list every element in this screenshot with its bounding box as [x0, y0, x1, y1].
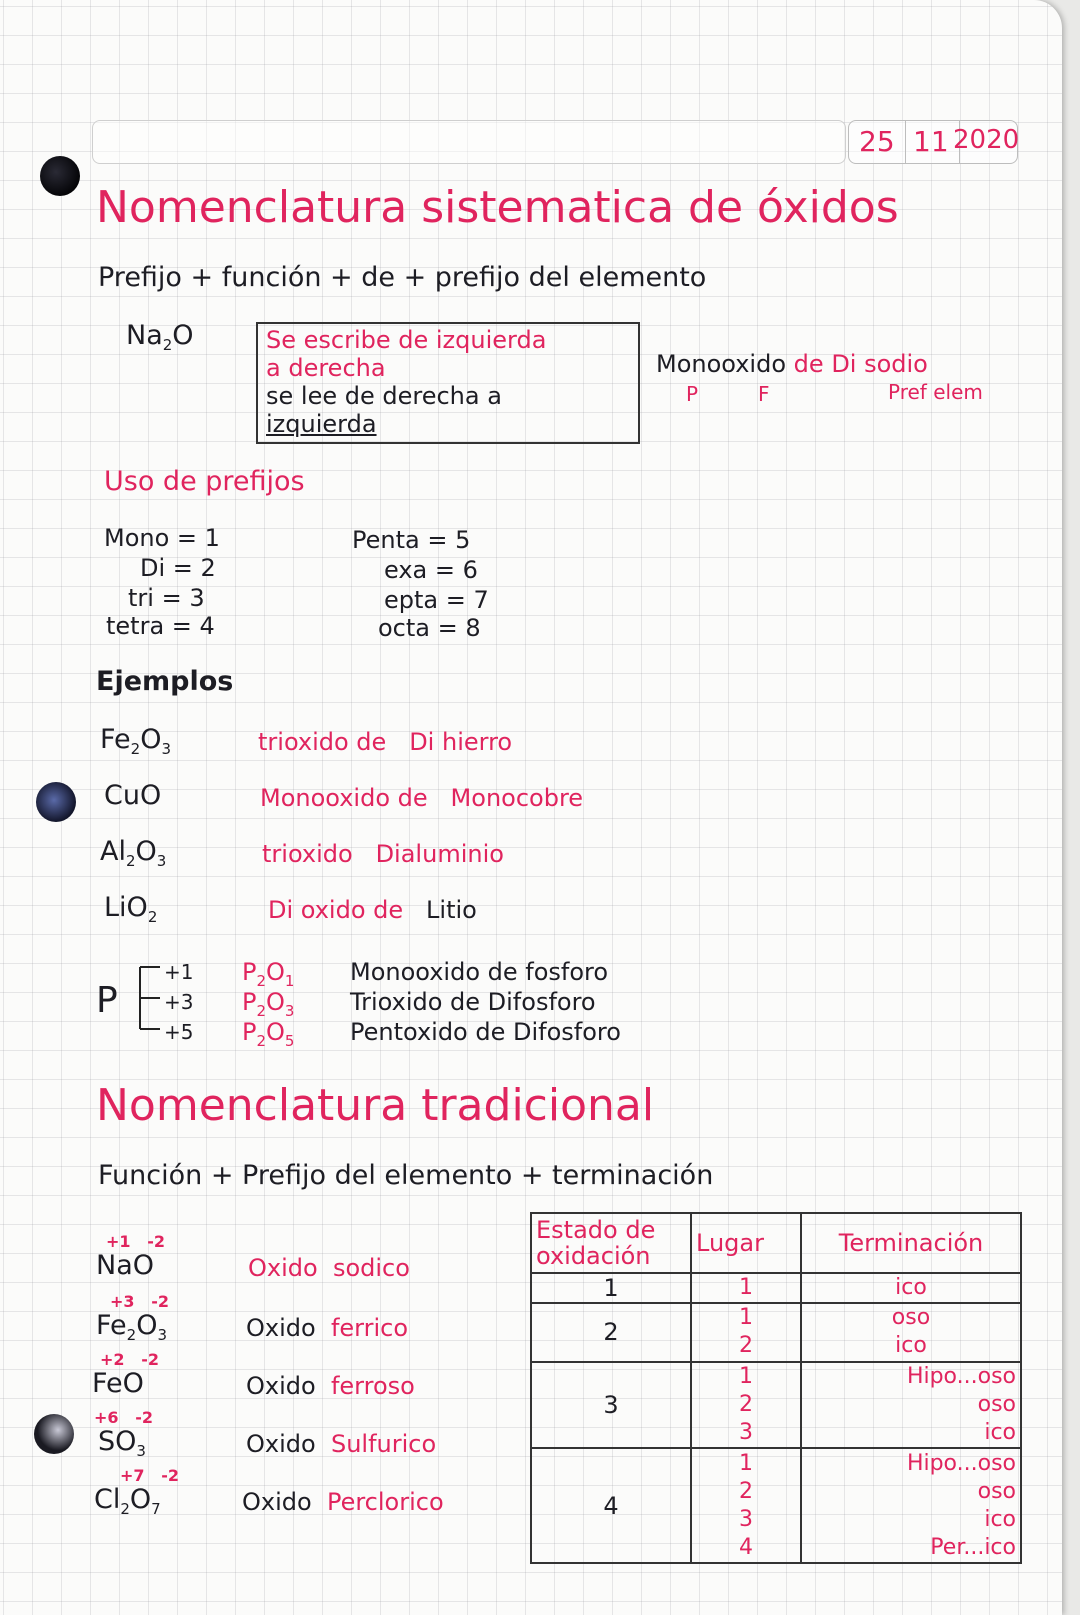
table-header: Terminación [801, 1213, 1021, 1273]
compound-formula: NaO [96, 1250, 155, 1281]
table-header: Estado de oxidación [531, 1213, 691, 1273]
compound-formula: FeO [92, 1368, 144, 1399]
binder-hole [34, 1414, 74, 1454]
compound-formula: $SO_3$ [98, 1426, 146, 1460]
header-strip [92, 120, 846, 164]
phosphorus-state: +5 [164, 1020, 194, 1044]
example-formula: $Na_2O$ [126, 320, 194, 354]
table-row: 4 1 2 3 4 Hipo...oso oso ico Per...ico [531, 1448, 1021, 1563]
phosphorus-name: Pentoxido de Difosforo [350, 1018, 621, 1046]
traditional-rule: Función + Prefijo del elemento + terminación [98, 1160, 714, 1191]
label-f: F [758, 382, 770, 406]
rule-line-2: a derecha [266, 354, 386, 382]
prefix-item: exa = 6 [384, 556, 478, 584]
example-formula: LiO$_2$ [104, 892, 158, 926]
compound-formula: $Cl_2O_7$ [94, 1484, 161, 1518]
compound-name: Oxido ferroso [246, 1372, 415, 1400]
table-header: Lugar [691, 1213, 801, 1273]
prefix-item: Mono = 1 [104, 524, 220, 552]
oxidation-states: +1 -2 [106, 1232, 166, 1251]
compound-name: Oxido Sulfurico [246, 1430, 437, 1458]
phosphorus-formula: $P_2O_1$ [242, 958, 295, 990]
compound-name: Oxido Perclorico [242, 1488, 444, 1516]
prefix-item: Di = 2 [140, 554, 216, 582]
table-row: 1 1 ico [531, 1273, 1021, 1303]
section-title: Nomenclatura tradicional [96, 1080, 655, 1131]
prefix-item: octa = 8 [378, 614, 481, 642]
oxidation-states: +6 -2 [94, 1408, 154, 1427]
example-name: trioxido Dialuminio [262, 840, 504, 868]
phosphorus-state: +3 [164, 990, 194, 1014]
date-month: 11 [913, 125, 949, 158]
table-row: 2 1 2 oso ico [531, 1303, 1021, 1361]
example-name: Monooxido de Monocobre [260, 784, 584, 812]
label-pref-elem: Pref elem [888, 380, 983, 404]
oxidation-table [530, 1212, 1022, 1564]
date-day: 25 [859, 125, 895, 158]
example-formula: CuO [104, 780, 162, 811]
example-name: trioxido de Di hierro [258, 728, 513, 756]
rule-line-3: se lee de derecha a [266, 382, 502, 410]
date-year: 2020 [953, 125, 1020, 155]
phosphorus-state: +1 [164, 960, 194, 984]
phosphorus-name: Trioxido de Difosforo [350, 988, 596, 1016]
prefix-item: Penta = 5 [352, 526, 471, 554]
phosphorus-formula: $P_2O_5$ [242, 1018, 295, 1050]
examples-heading: Ejemplos [96, 666, 234, 697]
example-name: Di oxido de Litio [268, 896, 477, 924]
example-formula: $Fe_2O_3$ [100, 724, 172, 758]
compound-formula: $Fe_2O_3$ [96, 1310, 168, 1344]
compound-name: Oxido ferrico [246, 1314, 409, 1342]
oxidation-states: +7 -2 [120, 1466, 180, 1485]
oxidation-states: +3 -2 [110, 1292, 170, 1311]
binder-hole [40, 156, 80, 196]
phosphorus-symbol: P [96, 980, 118, 1021]
systematic-rule: Prefijo + función + de + prefijo del elemento [98, 262, 707, 293]
label-p: P [686, 382, 699, 406]
prefix-item: tetra = 4 [106, 612, 215, 640]
rule-line-4: izquierda [266, 410, 377, 438]
page-title: Nomenclatura sistematica de óxidos [96, 182, 899, 233]
binder-hole [36, 782, 76, 822]
na2o-name: Monooxido de Di sodio [656, 350, 928, 378]
table-row: 3 1 2 3 Hipo...oso oso ico [531, 1362, 1021, 1449]
prefix-item: tri = 3 [128, 584, 205, 612]
prefix-item: epta = 7 [384, 586, 489, 614]
prefix-heading: Uso de prefijos [104, 466, 305, 497]
compound-name: Oxido sodico [248, 1254, 410, 1282]
date-box [848, 120, 1018, 164]
example-formula: $Al_2O_3$ [100, 836, 167, 870]
rule-line-1: Se escribe de izquierda [266, 326, 547, 354]
phosphorus-formula: $P_2O_3$ [242, 988, 295, 1020]
phosphorus-name: Monooxido de fosforo [350, 958, 609, 986]
oxidation-states: +2 -2 [100, 1350, 160, 1369]
